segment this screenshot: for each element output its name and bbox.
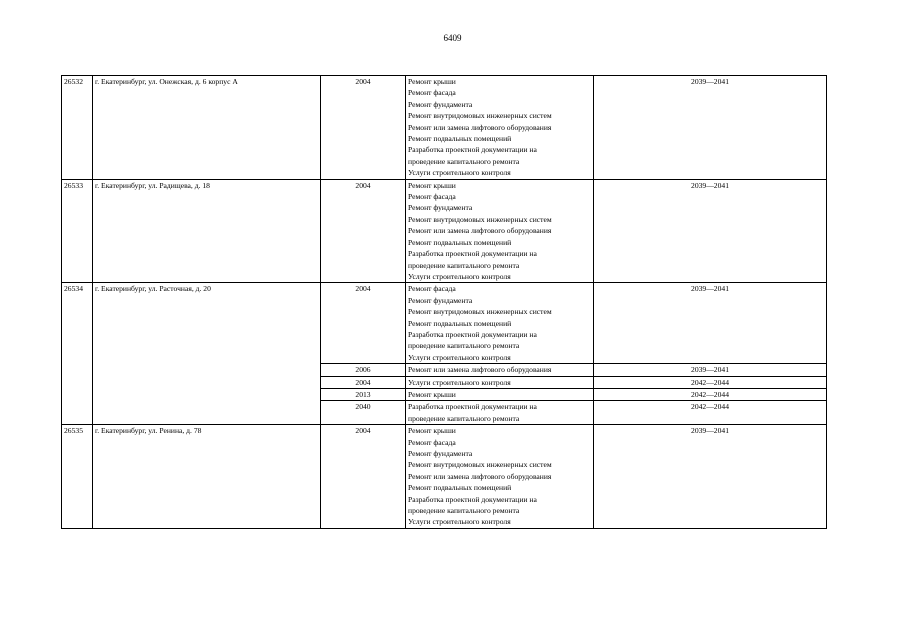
work-item: проведение капитального ремонта [408,260,520,270]
repair-period [594,388,827,400]
address [93,425,321,529]
repair-period-text: 2039—2041 [691,426,729,436]
address-text: г. Екатеринбург, ул. Расточная, д. 20 [95,284,211,294]
repair-period-text: 2042—2044 [691,402,729,412]
work-item: Ремонт фасада [408,88,456,98]
repair-period [594,76,827,180]
address-text: г. Екатеринбург, ул. Радищева, д. 18 [95,180,210,190]
row-number-text: 26534 [64,284,83,294]
works-cell [406,425,594,529]
construction-year-text: 2004 [355,180,371,190]
construction-year-text: 2004 [355,77,371,86]
construction-year-text: 2013 [355,389,371,399]
works-cell [406,283,594,364]
table-row [62,76,827,180]
row-number [62,425,93,529]
construction-year [321,401,406,425]
work-item: Ремонт подвальных помещений [408,237,512,247]
work-item: Услуги строительного контроля [408,271,511,281]
repair-period [594,376,827,388]
construction-year [321,179,406,283]
work-item: Ремонт внутридомовых инженерных систем [408,111,552,121]
works-cell [406,388,594,400]
work-item: Разработка проектной документации на [408,249,537,259]
works-cell [406,376,594,388]
construction-year [321,425,406,529]
construction-year [321,388,406,400]
construction-year-text: 2040 [355,402,371,412]
work-item: Ремонт крыши [408,389,456,399]
row-number [62,179,93,283]
work-item: Ремонт фасада [408,284,456,294]
work-item: Разработка проектной документации на [408,329,537,339]
repair-period [594,401,827,425]
work-item: Ремонт фасада [408,192,456,202]
work-item: Ремонт или замена лифтового оборудования [408,471,552,481]
work-item: Услуги строительного контроля [408,168,511,178]
work-item: Разработка проектной документации на [408,145,537,155]
work-item: проведение капитального ремонта [408,341,520,351]
page-number: 6409 [443,33,462,43]
address-text: г. Екатеринбург, ул. Ренина, д. 78 [95,426,202,436]
work-item: Ремонт фундамента [408,295,473,305]
row-number-text: 26535 [64,426,83,436]
row-number [62,283,93,425]
address [93,283,321,425]
repair-period [594,283,827,364]
address-text: г. Екатеринбург, ул. Онежская, д. 6 корпус А [95,77,238,86]
work-item: Ремонт фундамента [408,449,473,458]
construction-year-text: 2004 [355,284,371,294]
works-cell [406,364,594,376]
repair-schedule-table [61,75,827,529]
work-item: Ремонт или замена лифтового оборудования [408,365,552,375]
repair-period-text: 2039—2041 [691,365,729,375]
work-item: Ремонт внутридомовых инженерных систем [408,214,552,224]
work-item: Ремонт или замена лифтового оборудования [408,226,552,236]
table-row [62,179,827,283]
work-item: Услуги строительного контроля [408,377,511,387]
work-item: Ремонт подвальных помещений [408,134,512,144]
construction-year [321,376,406,388]
construction-year [321,364,406,376]
repair-period [594,425,827,529]
table-row [62,283,827,364]
repair-period-text: 2039—2041 [691,180,729,190]
works-cell [406,401,594,425]
repair-period-text: 2039—2041 [691,284,729,294]
repair-period-text: 2042—2044 [691,389,729,399]
work-item: Разработка проектной документации на [408,494,537,504]
work-item: Услуги строительного контроля [408,352,511,362]
construction-year [321,76,406,180]
construction-year [321,283,406,364]
repair-period-text: 2042—2044 [691,377,729,387]
table-body [62,76,827,529]
work-item: проведение капитального ремонта [408,506,520,516]
work-item: Услуги строительного контроля [408,517,511,527]
repair-period-text: 2039—2041 [691,77,729,86]
work-item: проведение капитального ремонта [408,413,520,423]
work-item: Ремонт или замена лифтового оборудования [408,122,552,132]
construction-year-text: 2004 [355,426,371,436]
work-item: Ремонт крыши [408,77,456,86]
row-number-text: 26532 [64,77,83,86]
construction-year-text: 2006 [355,365,371,375]
work-item: Ремонт подвальных помещений [408,318,512,328]
row-number [62,76,93,180]
repair-period [594,364,827,376]
table-row [62,425,827,529]
work-item: Ремонт подвальных помещений [408,483,512,493]
work-item: Ремонт внутридомовых инженерных систем [408,307,552,317]
work-item: Ремонт фундамента [408,99,473,109]
works-cell [406,76,594,180]
work-item: Ремонт фасада [408,437,456,447]
work-item: проведение капитального ремонта [408,156,520,166]
work-item: Ремонт крыши [408,426,456,436]
work-item: Ремонт внутридомовых инженерных систем [408,460,552,470]
work-item: Ремонт фундамента [408,203,473,213]
construction-year-text: 2004 [355,377,371,387]
repair-period [594,179,827,283]
works-cell [406,179,594,283]
row-number-text: 26533 [64,180,83,190]
work-item: Разработка проектной документации на [408,402,537,412]
work-item: Ремонт крыши [408,180,456,190]
address [93,76,321,180]
address [93,179,321,283]
